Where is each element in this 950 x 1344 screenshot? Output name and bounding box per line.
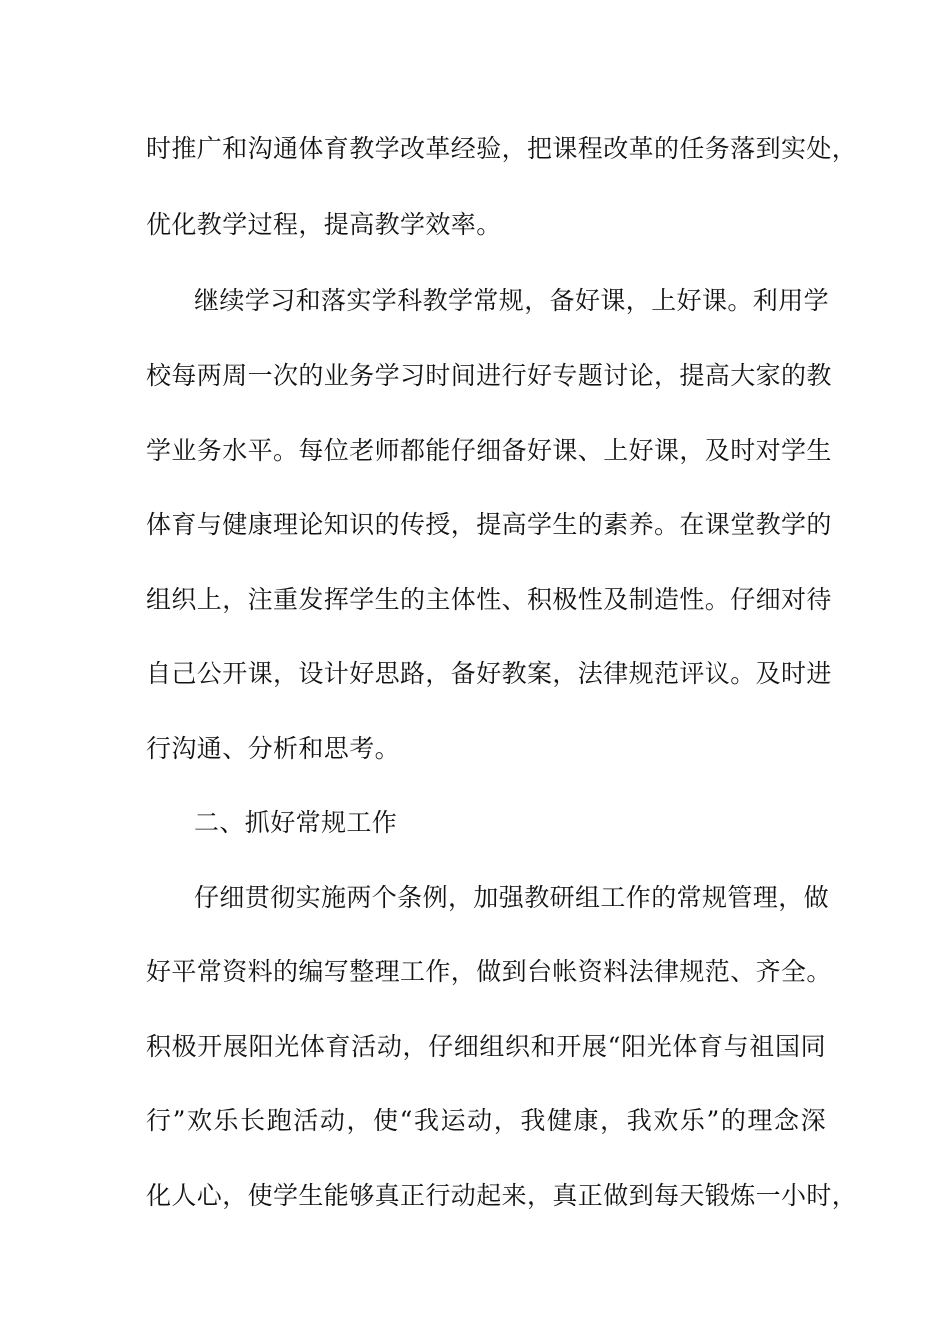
section-heading: 二、抓好常规工作 <box>194 808 398 837</box>
paragraph-line: 优化教学过程，提高教学效率。 <box>146 210 502 239</box>
paragraph-line: 学业务水平。每位老师都能仔细备好课、上好课，及时对学生 <box>146 436 832 465</box>
paragraph-line: 行沟通、分析和思考。 <box>146 734 401 763</box>
paragraph-line: 校每两周一次的业务学习时间进行好专题讨论，提高大家的教 <box>146 361 832 390</box>
paragraph-line: 自己公开课，设计好思路，备好教案，法律规范评议。及时进 <box>146 659 832 688</box>
paragraph-line: 行”欢乐长跑活动，使“我运动，我健康，我欢乐”的理念深 <box>146 1106 826 1135</box>
paragraph-line: 时推广和沟通体育教学改革经验，把课程改革的任务落到实处， <box>146 134 858 163</box>
paragraph-line: 组织上，注重发挥学生的主体性、积极性及制造性。仔细对待 <box>146 585 832 614</box>
paragraph-line: 仔细贯彻实施两个条例，加强教研组工作的常规管理，做 <box>194 883 830 912</box>
paragraph-line: 化人心，使学生能够真正行动起来，真正做到每天锻炼一小时， <box>146 1181 858 1210</box>
paragraph-line: 体育与健康理论知识的传授，提高学生的素养。在课堂教学的 <box>146 510 832 539</box>
paragraph-line: 继续学习和落实学科教学常规，备好课，上好课。利用学 <box>194 286 830 315</box>
paragraph-line: 好平常资料的编写整理工作，做到台帐资料法律规范、齐全。 <box>146 957 832 986</box>
paragraph-line: 积极开展阳光体育活动，仔细组织和开展“阳光体育与祖国同 <box>146 1032 826 1061</box>
